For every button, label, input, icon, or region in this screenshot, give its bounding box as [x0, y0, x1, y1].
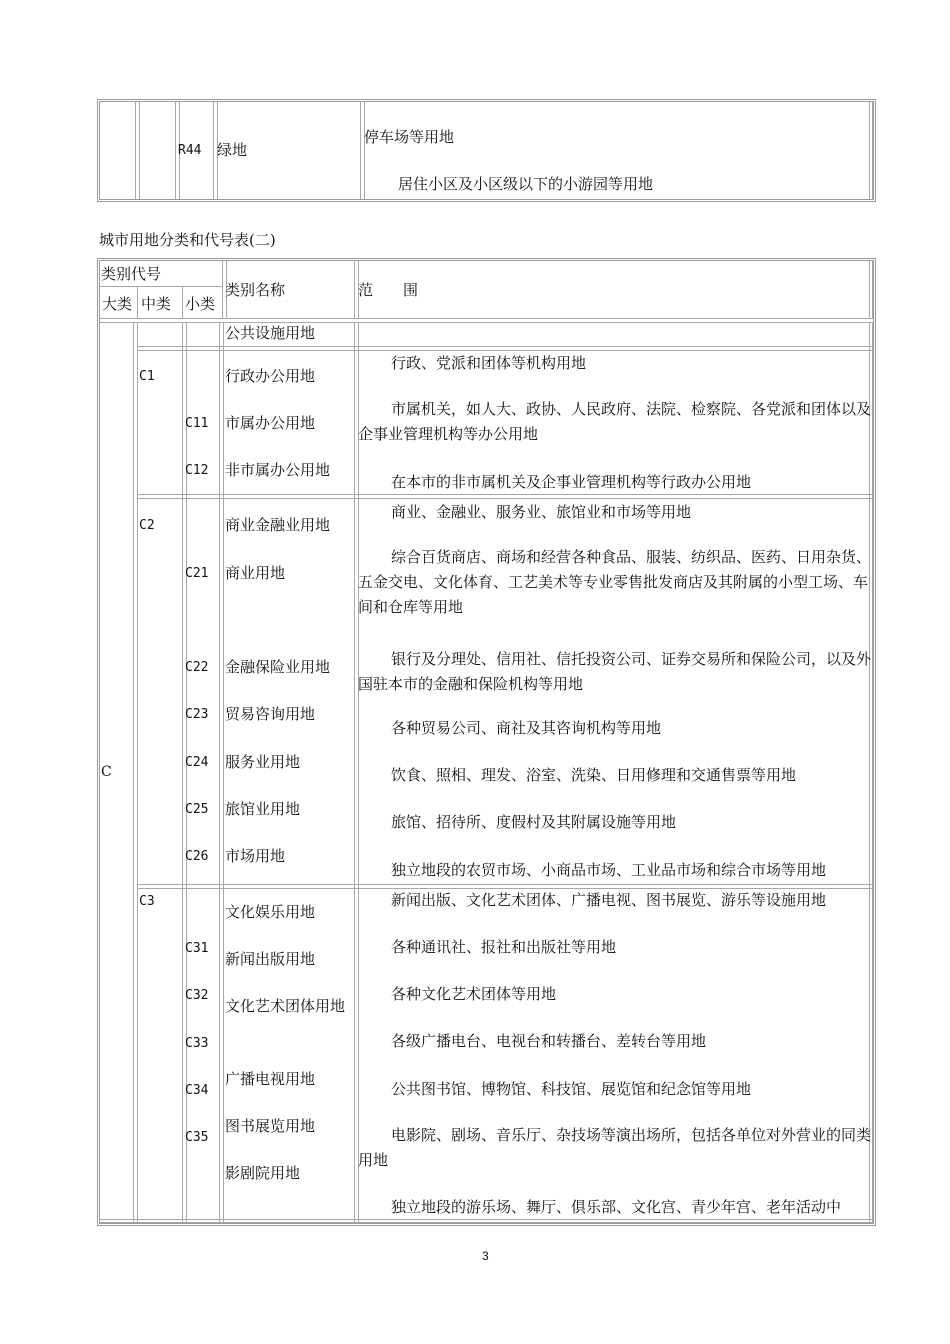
c12-range: 在本市的非市属机关及企事业管理机构等行政办公用地	[391, 473, 752, 491]
c3-code: C3	[139, 894, 155, 909]
c1-range: 行政、党派和团体等机构用地	[391, 354, 587, 372]
public-facilities-name: 公共设施用地	[225, 324, 316, 342]
c21-name: 商业用地	[225, 564, 286, 582]
header-medium: 中类	[141, 295, 172, 313]
c25-range: 旅馆、招待所、度假村及其附属设施等用地	[391, 813, 677, 831]
c26-range: 独立地段的农贸市场、小商品市场、工业品市场和综合市场等用地	[391, 861, 827, 879]
c24-name: 服务业用地	[225, 753, 301, 771]
header-minor: 小类	[185, 295, 216, 313]
c33-name: 广播电视用地	[225, 1070, 316, 1088]
c25-code: C25	[185, 802, 209, 817]
c32-code: C32	[185, 988, 209, 1003]
c33-code: C33	[185, 1036, 209, 1051]
top-range-line2: 居住小区及小区级以下的小游园等用地	[398, 175, 654, 193]
c35-range: 电影院、剧场、音乐厅、杂技场等演出场所，包括各单位对外营业的同类用地	[358, 1126, 872, 1169]
c22-range: 银行及分理处、信用社、信托投资公司、证券交易所和保险公司，以及外国驻本市的金融和保险机构等用地	[358, 650, 872, 693]
top-name-greenland: 绿地	[217, 141, 248, 159]
c34-name: 图书展览用地	[225, 1117, 316, 1135]
c32-range: 各种文化艺术团体等用地	[391, 985, 557, 1003]
c12-name: 非市属办公用地	[225, 461, 331, 479]
major-code-c: C	[101, 764, 112, 780]
c35-name: 影剧院用地	[225, 1164, 301, 1182]
c35-code: C35	[185, 1130, 209, 1145]
table-caption: 城市用地分类和代号表(二)	[99, 231, 276, 249]
c25-name: 旅馆业用地	[225, 800, 301, 818]
c2-range: 商业、金融业、服务业、旅馆业和市场等用地	[391, 503, 692, 521]
c3-last-range: 独立地段的游乐场、舞厅、俱乐部、文化宫、青少年宫、老年活动中	[391, 1198, 842, 1216]
c12-code: C12	[185, 463, 209, 478]
c31-range: 各种通讯社、报社和出版社等用地	[391, 938, 617, 956]
c23-range: 各种贸易公司、商社及其咨询机构等用地	[391, 719, 662, 737]
c34-code: C34	[185, 1083, 209, 1098]
header-code-group: 类别代号	[101, 265, 162, 283]
c21-code: C21	[185, 566, 209, 581]
c3-name: 文化娱乐用地	[225, 903, 316, 921]
header-range: 范 围	[358, 281, 419, 299]
c22-code: C22	[185, 660, 209, 675]
c11-code: C11	[185, 416, 209, 431]
c11-name: 市属办公用地	[225, 414, 316, 432]
top-code-r44: R44	[178, 143, 202, 158]
page-number: 3	[482, 1249, 489, 1263]
c23-code: C23	[185, 707, 209, 722]
c22-name: 金融保险业用地	[225, 658, 331, 676]
c2-code: C2	[139, 518, 155, 533]
c23-name: 贸易咨询用地	[225, 705, 316, 723]
c31-code: C31	[185, 941, 209, 956]
c33-range: 各级广播电台、电视台和转播台、差转台等用地	[391, 1032, 707, 1050]
c1-name: 行政办公用地	[225, 367, 316, 385]
c3-range: 新闻出版、文化艺术团体、广播电视、图书展览、游乐等设施用地	[391, 891, 827, 909]
c26-code: C26	[185, 849, 209, 864]
c24-range: 饮食、照相、理发、浴室、洗染、日用修理和交通售票等用地	[391, 766, 797, 784]
c1-code: C1	[139, 369, 155, 384]
c31-name: 新闻出版用地	[225, 950, 316, 968]
c24-code: C24	[185, 755, 209, 770]
c21-range: 综合百货商店、商场和经营各种食品、服装、纺织品、医药、日用杂货、五金交电、文化体育、工艺美术等专业零售批发商店及其附属的小型工场、车间和仓库等用地	[358, 548, 872, 616]
c2-name: 商业金融业用地	[225, 516, 331, 534]
c34-range: 公共图书馆、博物馆、科技馆、展览馆和纪念馆等用地	[391, 1080, 752, 1098]
c32-name: 文化艺术团体用地	[225, 997, 346, 1015]
header-major: 大类	[102, 295, 133, 313]
header-name: 类别名称	[225, 281, 286, 299]
c11-range: 市属机关，如人大、政协、人民政府、法院、检察院、各党派和团体以及企事业管理机构等办公用地	[358, 400, 872, 443]
c26-name: 市场用地	[225, 847, 286, 865]
top-range-line1: 停车场等用地	[364, 128, 455, 146]
